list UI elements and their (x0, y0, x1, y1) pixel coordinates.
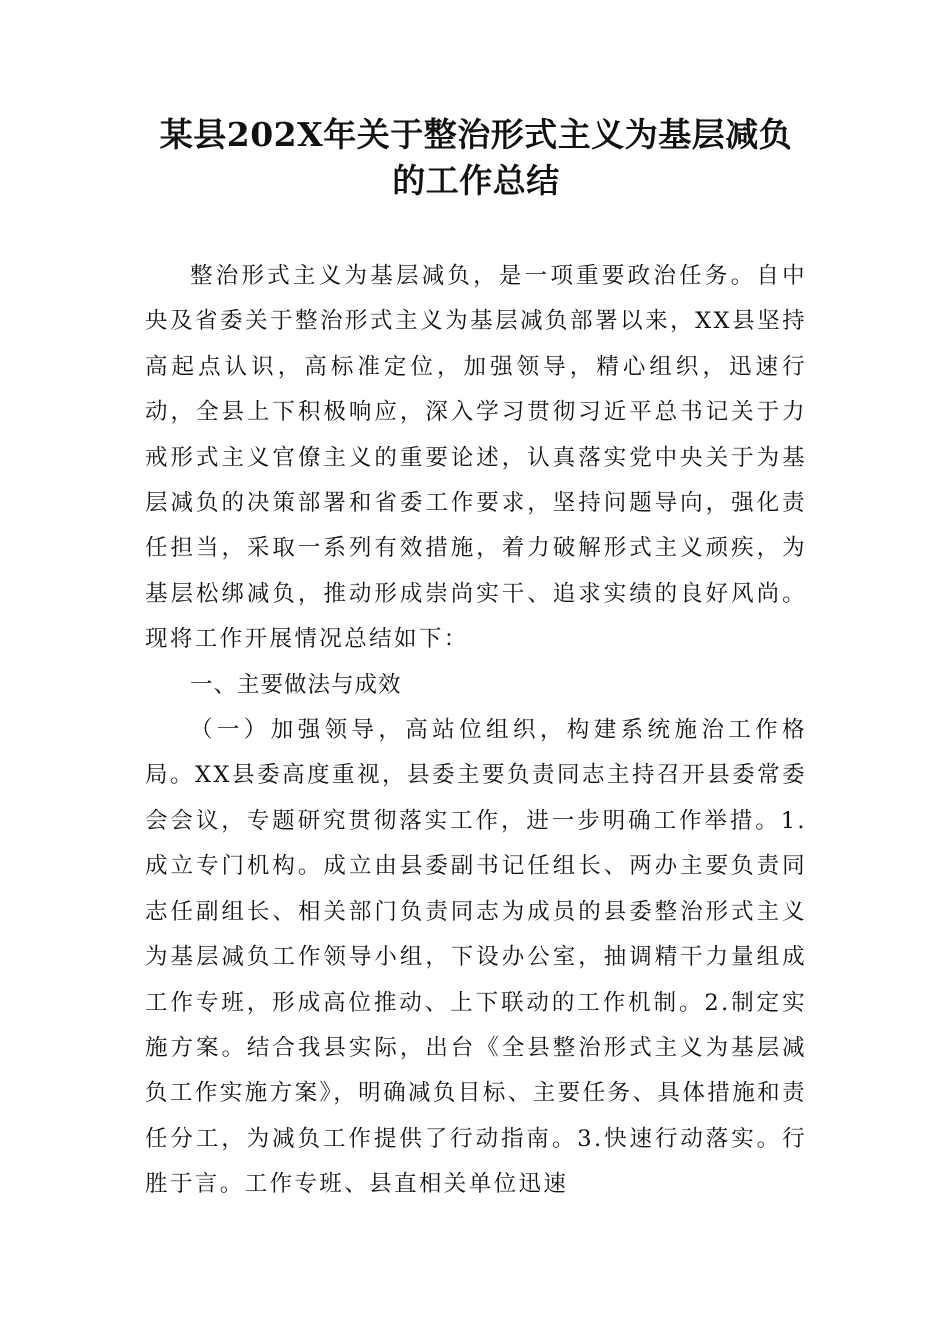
title-line-2: 的工作总结 (392, 161, 560, 200)
document-page (145, 112, 807, 1208)
section-1-paragraph-1: （一）加强领导，高站位组织，构建系统施治工作格局。XX县委高度重视，县委主要负责同志主持召开县委常委会会议，专题研究贯彻落实工作，进一步明确工作举措。1.成立专门机构。成立由县委副书记任组长、两办主要负责同志任副组长、相关部门负责同志为成员的县委整治形式主义为基层减负工作领导小组，下设办公室，抽调精干力量组成工作专班，形成高位推动、上下联动的工作机制。2.制定实施方案。结合我县实际，出台《全县整治形式主义为基层减负工作实施方案》，明确减负目标、主要任务、具体措施和责任分工，为减负工作提供了行动指南。3.快速行动落实。行胜于言。工作专班、县直相关单位迅速 (145, 717, 807, 1198)
document-body (145, 254, 807, 1208)
document-title (145, 112, 807, 204)
title-line-1: 某县202X年关于整治形式主义为基层减负 (159, 115, 793, 154)
section-heading-1: 一、主要做法与成效 (190, 671, 402, 698)
intro-paragraph: 整治形式主义为基层减负，是一项重要政治任务。自中央及省委关于整治形式主义为基层减负部署以来，XX县坚持高起点认识，高标准定位，加强领导，精心组织，迅速行动，全县上下积极响应，深入学习贯彻习近平总书记关于力戒形式主义官僚主义的重要论述，认真落实党中央关于为基层减负的决策部署和省委工作要求，坚持问题导向，强化责任担当，采取一系列有效措施，着力破解形式主义顽疾，为基层松绑减负，推动形成崇尚实干、追求实绩的良好风尚。现将工作开展情况总结如下： (145, 263, 807, 653)
